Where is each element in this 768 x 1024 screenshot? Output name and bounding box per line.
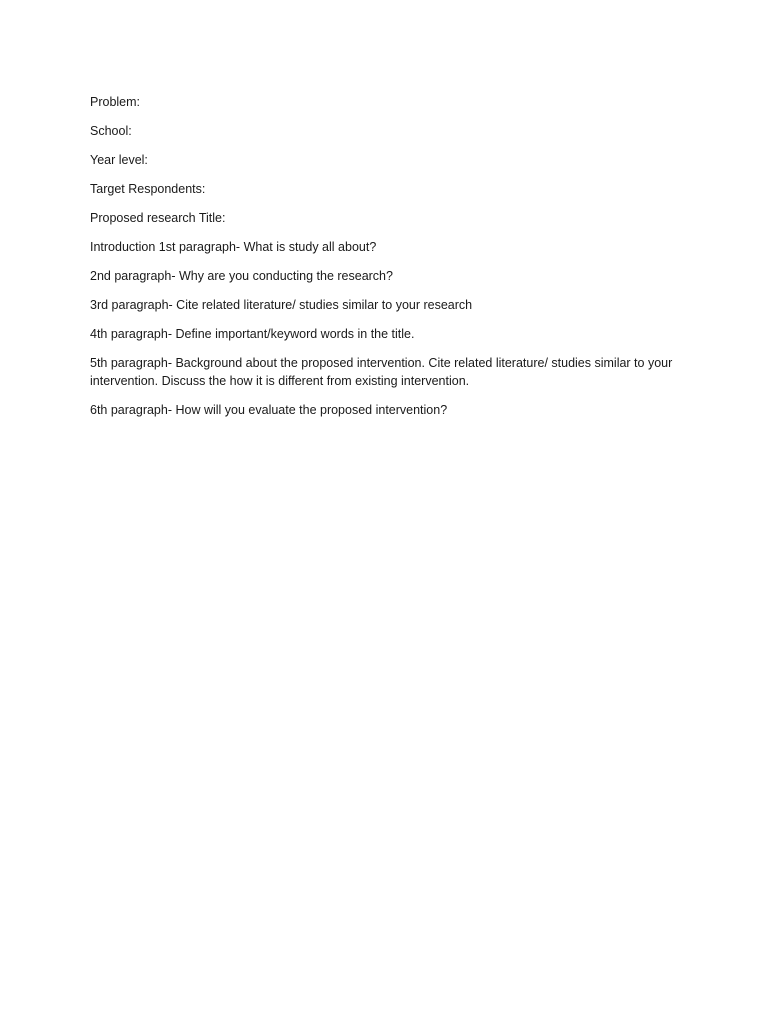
paragraph-2nd: 2nd paragraph- Why are you conducting the research? bbox=[90, 269, 393, 283]
paragraph-6th: 6th paragraph- How will you evaluate the proposed intervention? bbox=[90, 403, 448, 417]
field-problem: Problem: bbox=[90, 95, 141, 109]
field-year-level: Year level: bbox=[90, 153, 148, 167]
paragraph-4th: 4th paragraph- Define important/keyword words in the title. bbox=[90, 327, 415, 341]
paragraph-5th: 5th paragraph- Background about the proposed intervention. Cite related literature/ studies similar to your intervention. Discuss the how it is different from existing intervention. bbox=[90, 356, 673, 388]
field-proposed-title: Proposed research Title: bbox=[90, 211, 226, 225]
field-school: School: bbox=[90, 124, 132, 138]
paragraph-3rd: 3rd paragraph- Cite related literature/ studies similar to your research bbox=[90, 298, 473, 312]
paragraph-introduction: Introduction 1st paragraph- What is study all about? bbox=[90, 240, 377, 254]
document-body bbox=[90, 93, 680, 430]
field-target-respondents: Target Respondents: bbox=[90, 182, 206, 196]
